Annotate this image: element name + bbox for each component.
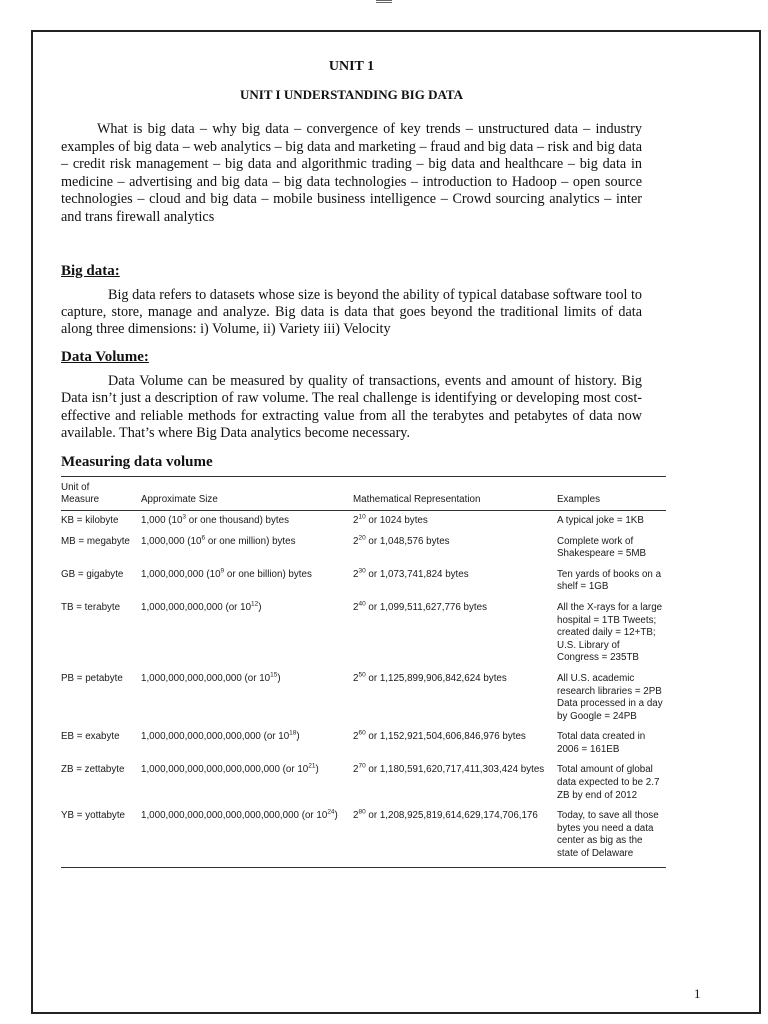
unit-cell: MB = megabyte [61,535,130,547]
size-cell: 1,000,000,000,000,000,000 (or $10^{18}$) [141,730,300,743]
example-cell: Today, to save all those bytes you need a data center as big as the state of Delaware [557,806,666,867]
table-row [61,669,666,727]
example-cell: A typical joke = 1KB [557,514,644,526]
data-volume-heading: Data Volume: [61,349,149,366]
table-row [61,760,666,806]
math-cell: $2^{30}$ or 1,073,741,824 bytes [353,567,469,580]
big-data-paragraph: Big data refers to datasets whose size is beyond the ability of typical database software tool to capture, store, manage and analyze. Big data is data that goes beyond the traditional limits of data along three dimensions: i) Volume, ii) Variety iii) Velocity [61,286,642,337]
size-cell: 1,000,000,000 ($10^9$ or one billion) bytes [141,567,312,580]
math-cell: $2^{70}$ or 1,180,591,620,717,411,303,424 bytes [353,763,545,776]
page-number: 1 [694,986,701,1001]
unit-title: UNIT 1 [328,59,375,74]
example-cell: Complete work of Shakespeare = 5MB [557,535,647,560]
page-content [61,56,663,868]
example-cell: Total amount of global data expected to be 2.7 ZB by end of 2012 [557,764,660,801]
size-cell: 1,000,000,000,000,000,000,000,000 (or $10^{24}$) [141,806,353,867]
unit-subtitle: UNIT I UNDERSTANDING BIG DATA [240,87,463,102]
measuring-heading: Measuring data volume [61,453,213,470]
size-cell: 1,000 ($10^3$ or one thousand) bytes [141,513,289,526]
math-cell: $2^{40}$ or 1,099,511,627,776 bytes [353,600,487,613]
unit-cell: GB = gigabyte [61,568,124,580]
header-size: Approximate Size [141,476,353,510]
size-cell: 1,000,000,000,000,000 (or $10^{15}$) [141,671,281,684]
size-cell: 1,000,000,000,000 (or $10^{12}$) [141,600,262,613]
syllabus-paragraph: What is big data – why big data – convergence of key trends – unstructured data – industry examples of big data – web analytics – big data and marketing – fraud and big data – risk and big data – credit risk management – big data and algorithmic trading – big data and healthcare – big data in medicine – advertising and big data – big data technologies – introduction to Hadoop – open source technologies – cloud and big data – mobile business intelligence – Crowd sourcing analytics – inter and trans firewall analytics [61,121,642,225]
math-cell: $2^{10}$ or 1024 bytes [353,513,428,526]
header-examples: Examples [557,476,666,510]
table-row [61,727,666,760]
size-cell: 1,000,000 ($10^6$ or one million) bytes [141,534,296,547]
unit-cell: ZB = zettabyte [61,764,125,776]
table-row [61,532,666,565]
math-cell: $2^{20}$ or 1,048,576 bytes [353,534,450,547]
unit-cell: PB = petabyte [61,672,123,684]
unit-cell: TB = terabyte [61,601,121,613]
table-row [61,806,666,867]
table-header-row [61,476,666,510]
header-unit: Unit of Measure [61,476,141,510]
unit-cell: KB = kilobyte [61,514,119,526]
math-cell: $2^{60}$ or 1,152,921,504,606,846,976 bytes [353,730,526,743]
table-row [61,565,666,598]
header-math: Mathematical Representation [353,476,557,510]
unit-cell: YB = yottabyte [61,806,141,867]
data-units-table [61,476,666,868]
example-cell: All U.S. academic research libraries = 2PB Data processed in a day by Google = 24PB [557,672,663,722]
example-cell: Total data created in 2006 = 161EB [557,731,646,755]
unit-cell: EB = exabyte [61,731,120,743]
table-row [61,510,666,531]
table-row [61,598,666,669]
example-cell: Ten yards of books on a shelf = 1GB [557,568,662,593]
math-cell: $2^{50}$ or 1,125,899,906,842,624 bytes [353,671,507,684]
header-mark [376,0,392,3]
math-cell: $2^{80}$ or 1,208,925,819,614,629,174,706,176 [353,806,557,867]
big-data-heading: Big data: [61,262,120,279]
data-volume-paragraph: Data Volume can be measured by quality of transactions, events and amount of history. Big Data isn’t just a description of raw volume. The real challenge is identifying or developing most cost-effective and reliable methods for extracting value from all the terabytes and petabytes of data now available. That’s where Big Data analytics become necessary. [61,373,642,441]
example-cell: All the X-rays for a large hospital = 1TB Tweets; created daily = 12+TB; U.S. Library of Congress = 235TB [557,601,663,664]
size-cell: 1,000,000,000,000,000,000,000 (or $10^{21}$) [141,763,319,776]
